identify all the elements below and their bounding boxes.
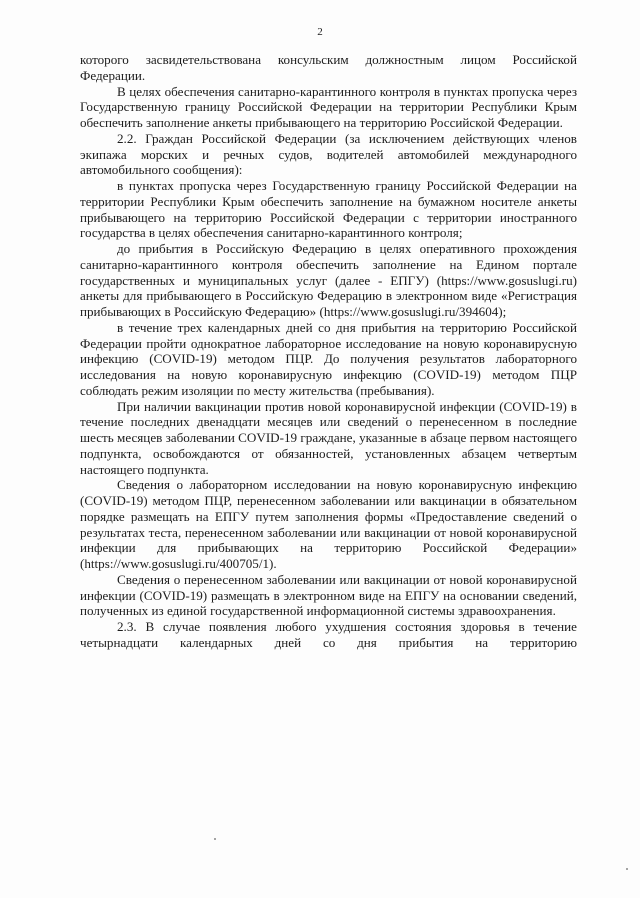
- page-number: 2: [317, 26, 323, 38]
- paragraph-epgu-results: Сведения о лабораторном исследовании на новую коронавирусную инфекцию (COVID-19) методом ПЦР, перенесенном заболевании или вакцинации в обязательном порядке размещать на ЕПГУ путем заполнения формы «Предоставление сведений о результатах теста, перенесенном заболевании или вакцинации от новой коронавирусной инфекции для прибывающих на территорию Российской Федерации» (https://www.gosuslugi.ru/400705/1).: [80, 477, 577, 571]
- document-body: [80, 52, 577, 651]
- scan-speck: [214, 838, 216, 840]
- paragraph-continuation: которого засвидетельствована консульским должностным лицом Российской Федерации.: [80, 52, 577, 83]
- paragraph-epgu-registration: до прибытия в Российскую Федерацию в целях оперативного прохождения санитарно-карантинного контроля обеспечить заполнение на Едином портале государственных и муниципальных услуг (далее - ЕПГУ) (https://www.gosuslugi.ru) анкеты для прибывающего в Российскую Федерацию в электронном виде «Регистрация прибывающих в Российскую Федерацию» (https://www.gosuslugi.ru/394604);: [80, 241, 577, 319]
- paragraph-sanitary-control: В целях обеспечения санитарно-карантинного контроля в пунктах пропуска через Государственную границу Российской Федерации на территории Республики Крым обеспечить заполнение анкеты прибывающего на территорию Российской Федерации.: [80, 83, 577, 130]
- paragraph-paper-form: в пунктах пропуска через Государственную границу Российской Федерации на территории Республики Крым обеспечить заполнение на бумажном носителе анкеты прибывающего на территорию Российской Федерации с территории иностранного государства в целях обеспечения санитарно-карантинного контроля;: [80, 178, 577, 241]
- paragraph-2-3: 2.3. В случае появления любого ухудшения состояния здоровья в течение четырнадцати календарных дней со дня прибытия на территорию: [80, 619, 577, 650]
- paragraph-2-2-heading: 2.2. Граждан Российской Федерации (за исключением действующих членов экипажа морских и речных судов, водителей автомобилей международного автомобильного сообщения):: [80, 130, 577, 178]
- paragraph-pcr-test: в течение трех календарных дней со дня прибытия на территорию Российской Федерации пройти однократное лабораторное исследование на новую коронавирусную инфекцию (COVID-19) методом ПЦР. До получения результатов лабораторного исследования на новую коронавирусную инфекцию (COVID-19) методом ПЦР соблюдать режим изоляции по месту жительства (пребывания).: [80, 319, 577, 398]
- scan-speck: [626, 868, 628, 870]
- paragraph-egisz-data: Сведения о перенесенном заболевании или вакцинации от новой коронавирусной инфекции (COVID-19) размещать в электронном виде на ЕПГУ на основании сведений, полученных из единой государственной информационной системы здравоохранения.: [80, 571, 577, 619]
- paragraph-vaccination-exemption: При наличии вакцинации против новой коронавирусной инфекции (COVID-19) в течение последних двенадцати месяцев или сведений о перенесенном в последние шесть месяцев заболевании COVID-19 граждане, указанные в абзаце первом настоящего подпункта, освобождаются от обязанностей, установленных абзацем четвертым настоящего подпункта.: [80, 398, 577, 477]
